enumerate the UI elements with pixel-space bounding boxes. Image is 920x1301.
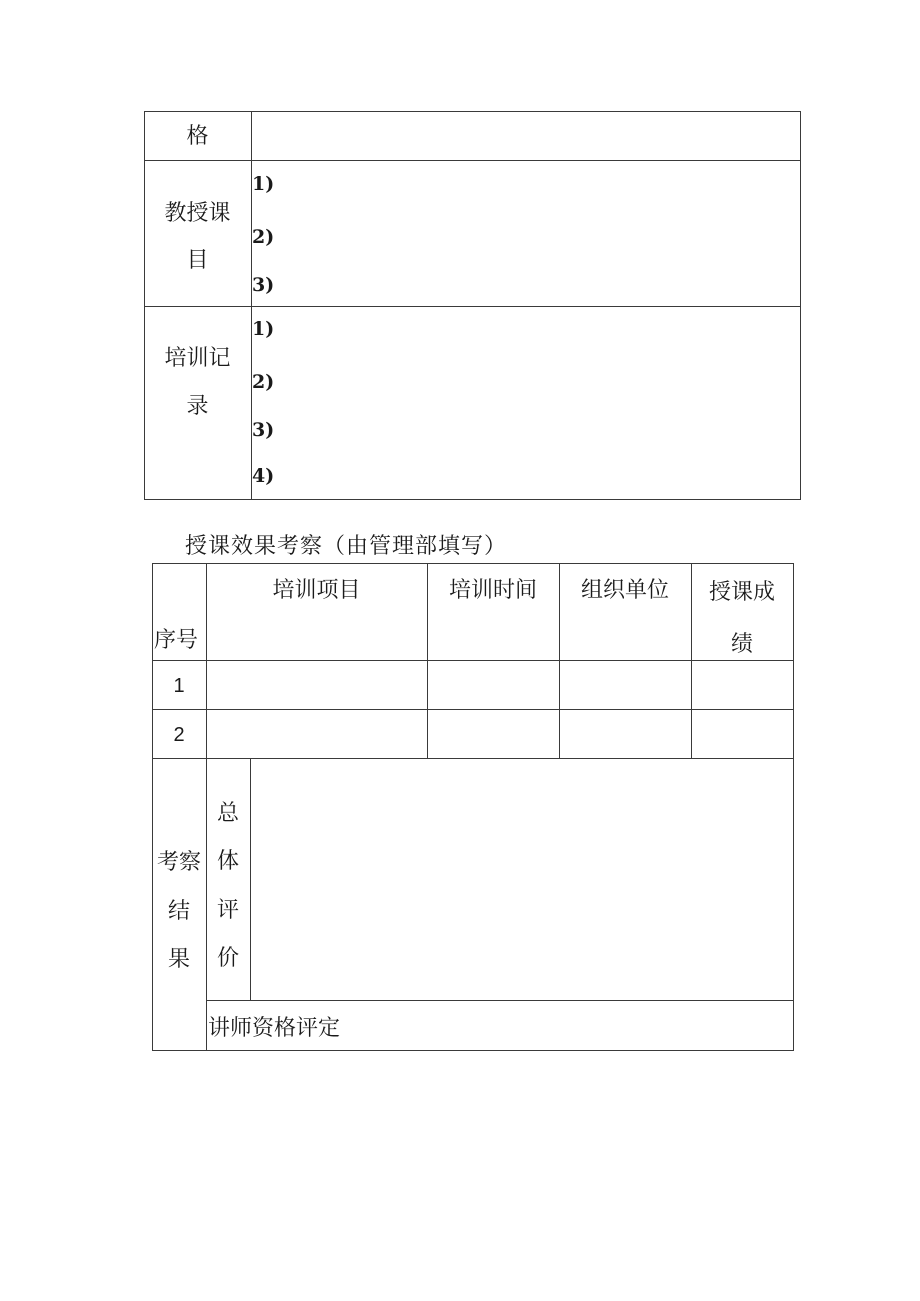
row-2-seq: 2 xyxy=(173,724,185,746)
qualification-row-label: 格 xyxy=(186,124,209,149)
training-record-label-line1: 培训记 xyxy=(164,346,231,371)
result-label-line1: 考察 xyxy=(156,850,201,875)
header-training-time: 培训时间 xyxy=(448,578,537,603)
header-seq: 序号 xyxy=(154,628,199,653)
row-1-project[interactable] xyxy=(207,661,427,709)
qualification-row-value[interactable] xyxy=(252,112,800,160)
row-2-time[interactable] xyxy=(428,710,559,758)
training-item-3: 3) xyxy=(252,419,275,441)
overall-label-char3: 评 xyxy=(216,898,239,923)
course-item-1: 1) xyxy=(252,173,275,195)
section-title: 授课效果考察（由管理部填写） xyxy=(185,534,508,559)
qualification-assessment-label: 讲师资格评定 xyxy=(208,1016,341,1041)
row-1-score[interactable] xyxy=(692,661,793,709)
training-item-2: 2) xyxy=(252,371,275,393)
header-organizer: 组织单位 xyxy=(580,578,669,603)
row-2-organizer[interactable] xyxy=(560,710,691,758)
row-1-organizer[interactable] xyxy=(560,661,691,709)
course-item-2: 2) xyxy=(252,226,275,248)
header-training-project: 培训项目 xyxy=(272,578,361,603)
training-item-4: 4) xyxy=(252,465,275,487)
row-1-seq: 1 xyxy=(173,675,185,697)
courses-label-line2: 目 xyxy=(186,248,209,273)
overall-label-char1: 总 xyxy=(216,801,239,826)
courses-label-line1: 教授课 xyxy=(164,201,231,226)
result-label-line3: 果 xyxy=(167,947,190,972)
row-2-score[interactable] xyxy=(692,710,793,758)
result-label-line2: 结 xyxy=(167,899,190,924)
overall-label-char4: 价 xyxy=(216,946,239,971)
header-score-line2: 绩 xyxy=(730,632,753,657)
row-2-project[interactable] xyxy=(207,710,427,758)
row-1-time[interactable] xyxy=(428,661,559,709)
header-score-line1: 授课成 xyxy=(708,580,775,605)
overall-label-char2: 体 xyxy=(216,849,239,874)
course-item-3: 3) xyxy=(252,274,275,296)
training-item-1: 1) xyxy=(252,318,275,340)
training-record-label-line2: 录 xyxy=(186,394,209,419)
overall-evaluation-field[interactable] xyxy=(251,759,793,1000)
